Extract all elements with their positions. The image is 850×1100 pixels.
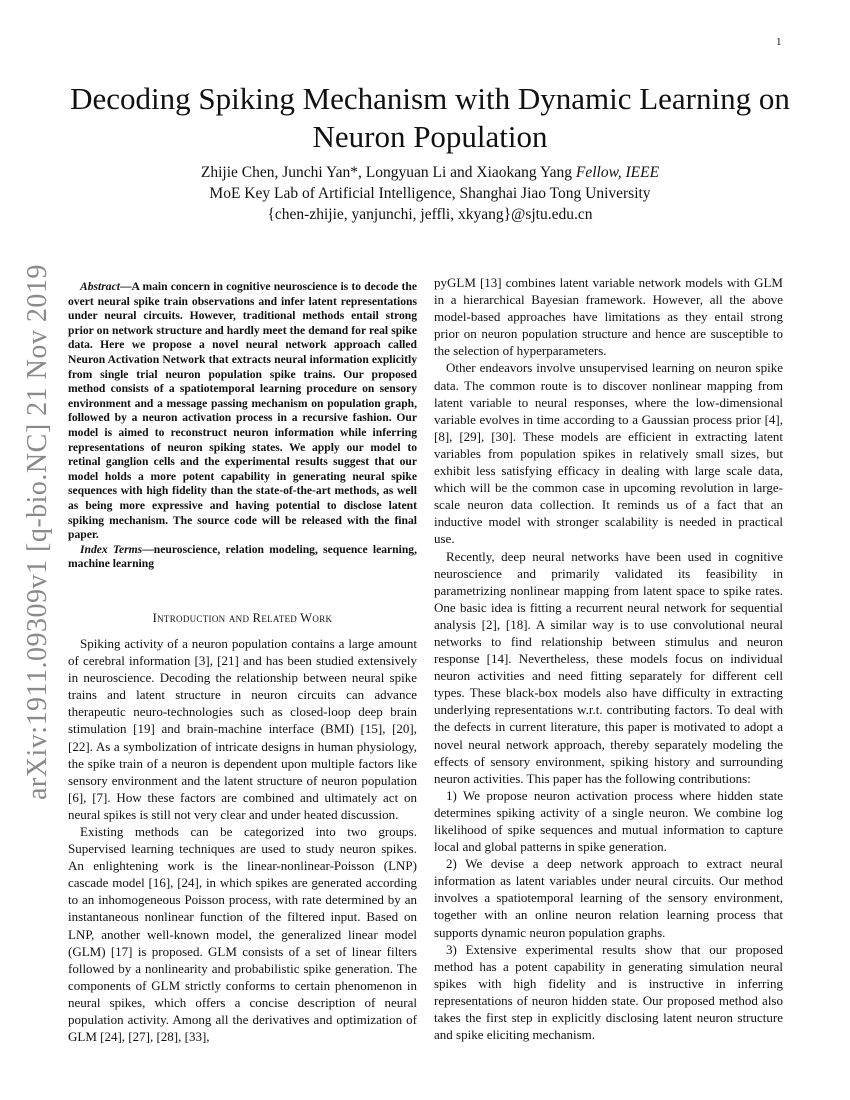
author-block [60, 162, 800, 225]
paper-title: Decoding Spiking Mechanism with Dynamic Learning on Neuron Population [70, 81, 790, 154]
emails: {chen-zhijie, yanjunchi, jeffli, xkyang}@sjtu.edu.cn [267, 206, 593, 223]
contribution-item: 2) We devise a deep network approach to extract neural information as latent variables under neural circuits. Our method involves a spatiotemporal learning of the sensory environment, together with an online neuron relation learning process that supports dynamic neuron population graphs. [434, 856, 783, 940]
index-terms-text: —neuroscience, relation modeling, sequence learning, machine learning [68, 542, 417, 571]
index-terms [68, 543, 417, 572]
abstract-label: Abstract [80, 280, 120, 293]
author-line [60, 162, 800, 183]
left-column [68, 280, 417, 1045]
arxiv-stamp: arXiv:1911.09309v1 [q-bio.NC] 21 Nov 2019 [22, 264, 53, 800]
affiliation: MoE Key Lab of Artificial Intelligence, Shanghai Jiao Tong University [209, 185, 651, 202]
contribution-item: 3) Extensive experimental results show that our proposed method has a potent capability in generating simulation neural spikes with high fidelity and is instructive in inferring representations of neuron hidden state. Our proposed method also takes the first step in explicitly disclosing latent neuron structure and spike eliciting mechanism. [434, 941, 783, 1043]
index-terms-label: Index Terms [80, 542, 143, 556]
section-heading: Introduction and Related Work [152, 610, 333, 625]
author-fellow: Fellow, IEEE [575, 164, 660, 181]
paragraph: Existing methods can be categorized into two groups. Supervised learning techniques are used to study neuron spikes. An enlightening work is the linear-nonlinear-Poisson (LNP) cascade model [16], [24], in which spikes are generated according to an inhomogeneous Poisson process, with rate determined by an instantaneous nonlinear function of the filtered input. Based on LNP, another well-known model, the generalized linear model (GLM) [17] is proposed. GLM consists of a set of linear filters followed by a nonlinearity and probabilistic spike generation. The components of GLM strictly conforms to certain phenomenon in neural spikes, which offers a concise description of neural population activity. Among all the derivatives and optimization of GLM [24], [27], [28], [33], [68, 824, 417, 1045]
abstract-text: —A main concern in cognitive neuroscience is to decode the overt neural spike train observations and infer latent representations under neural circuits. However, traditional methods entail strong prior on network structure and hardly meet the demand for real spike data. Here we propose a novel neural network approach called Neuron Activation Network that extracts neural information explicitly from single trial neuron population spike trains. Our proposed method consists of a spatiotemporal learning procedure on sensory environment and a message passing mechanism on population graph, followed by a neuron activation process in a recursive fashion. Our model is aimed to reconstruct neuron information while inferring representations of neuron spiking states. We apply our model to retinal ganglion cells and the experimental results suggest that our model holds a more potent capability in generating neural spike sequences with high fidelity than the state-of-the-art methods, as well as being more expressive and having potential to disclose latent spiking mechanism. The source code will be released with the final paper. [68, 280, 417, 542]
author-names: Zhijie Chen, Junchi Yan*, Longyuan Li and Xiaokang Yang [200, 164, 572, 181]
paragraph: Spiking activity of a neuron population contains a large amount of cerebral information [3], [21] and has been studied extensively in neuroscience. Decoding the relationship between neural spike trains and latent structure in neuron circuits can advance therapeutic neuro-technologies such as closed-loop deep brain stimulation [19] and brain-machine interface (BMI) [15], [20], [22]. As a symbolization of intricate designs in human physiology, the spike train of a neuron is dependent upon multiple factors like sensory environment and the latent structure of neuron population [6], [7]. How these factors are combined and ultimately act on neural spikes is still not very clear and under heated discussion. [68, 635, 417, 822]
paragraph: Recently, deep neural networks have been used in cognitive neuroscience and primarily validated its feasibility in parametrizing nonlinear mapping from latent space to spike rates. One basic idea is fitting a recurrent neural network for sequential analysis [2], [18]. A similar way is to use convolutional neural networks to find relationship between stimulus and neuron response [14]. Nevertheless, these models focus on individual neuron activities and need fitting separately for different cell types. These black-box models also have difficulty in extracting underlying representations w.r.t. contributing factors. To deal with the defects in current literature, this paper is motivated to adopt a novel neural network approach, thereby separately modeling the effects of sensory environment, spiking history and surrounding neuron activities. This paper has the following contributions: [434, 548, 783, 786]
paragraph: pyGLM [13] combines latent variable network models with GLM in a hierarchical Bayesian framework. However, all the above model-based approaches have limitations as they entail strong prior on neuron population structure and hence are susceptible to the selection of hyperparameters. [434, 275, 783, 359]
paragraph: Other endeavors involve unsupervised learning on neuron spike data. The common route is to discover nonlinear mapping from latent variable to neural responses, where the low-dimensional variable evolves in time according to a Gaussian process prior [4], [8], [29], [30]. These models are efficient in extracting latent variables from population spikes in relatively small sizes, but exhibit less satisfying efficacy in dealing with large scale data, which will be the common case in upcoming revolution in large-scale neuron data collection. It reminds us of a fact that an inductive model with stronger scalability is needed in practical use. [434, 360, 783, 547]
abstract [68, 280, 417, 543]
right-column [434, 274, 783, 1043]
contribution-item: 1) We propose neuron activation process where hidden state determines spiking activity of a single neuron. We combine log likelihood of spike sequences and mutual information to capture local and global patterns in spike generation. [434, 787, 783, 855]
page-number: 1 [776, 36, 782, 48]
